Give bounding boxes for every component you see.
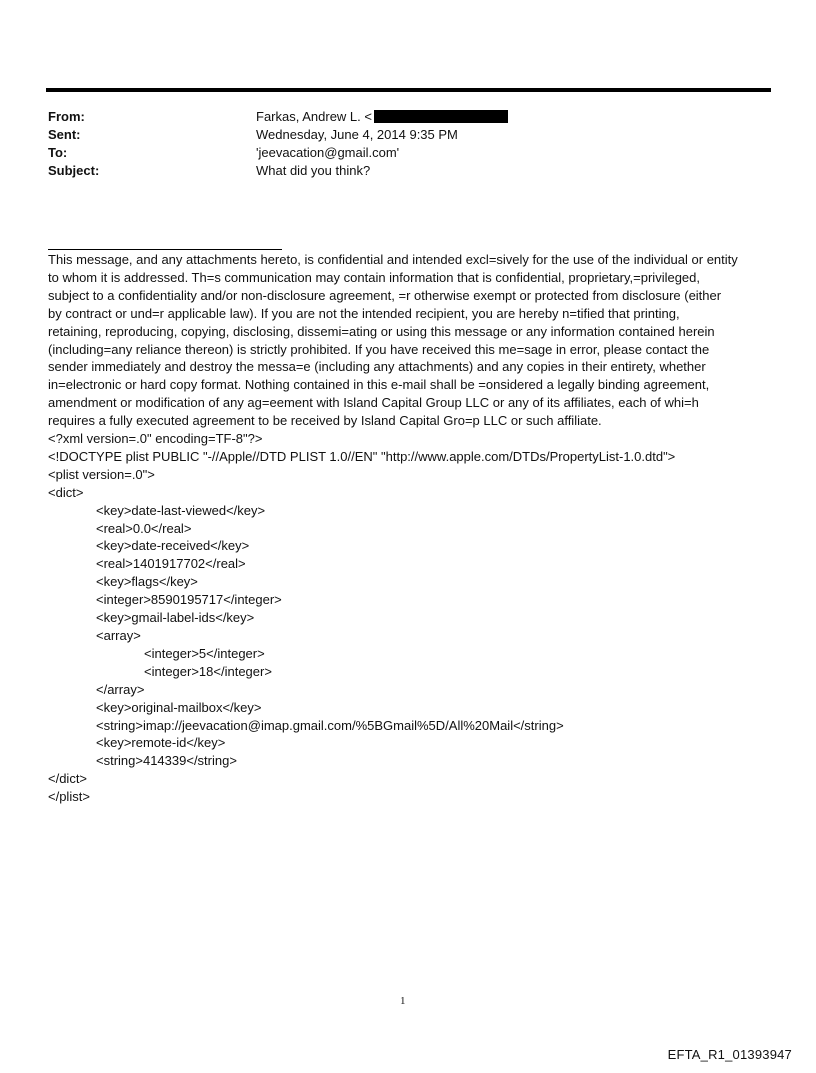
plist-line: <?xml version=.0" encoding=TF-8"?> (48, 431, 263, 446)
signature-rule (48, 249, 282, 250)
to-row (48, 144, 508, 162)
from-row (48, 108, 508, 126)
from-name: Farkas, Andrew L. < (256, 109, 372, 124)
sent-label: Sent: (48, 127, 81, 142)
sent-value: Wednesday, June 4, 2014 9:35 PM (256, 127, 458, 142)
plist-line: <dict> (48, 484, 84, 500)
plist-line: </plist> (48, 789, 90, 805)
plist-line: <string>imap://jeevacation@imap.gmail.com/%5BGmail%5D/All%20Mail</string> (96, 717, 564, 733)
plist-line: <key>remote-id</key> (96, 735, 226, 751)
disclaimer-line: amendment or modification of any ag=eement with Island Capital Group LLC or any of its affiliates, each of whi=h (48, 395, 699, 411)
disclaimer-line: (including=any reliance thereon) is strictly prohibited. If you have received this me=sage in error, please contact the (48, 341, 710, 357)
disclaimer-line: subject to a confidentiality and/or non-disclosure agreement, =r otherwise exempt or protected from disclosure (either (48, 287, 722, 303)
disclaimer-line: This message, and any attachments hereto, is confidential and intended excl=sively for the use of the individual or entity (48, 252, 738, 267)
plist-metadata (48, 430, 675, 806)
page-number: 1 (400, 995, 406, 1007)
plist-line: <real>0.0</real> (96, 520, 192, 536)
plist-line: <key>date-received</key> (96, 538, 250, 554)
plist-line: <key>original-mailbox</key> (96, 699, 262, 715)
sent-row (48, 126, 508, 144)
plist-line: <!DOCTYPE plist PUBLIC "-//Apple//DTD PLIST 1.0//EN" "http://www.apple.com/DTDs/PropertyList-1.0.dtd"> (48, 448, 676, 464)
from-label: From: (48, 109, 85, 124)
plist-line: <real>1401917702</real> (96, 556, 246, 572)
subject-row (48, 162, 508, 180)
email-header (48, 108, 508, 180)
header-rule (46, 88, 771, 92)
confidentiality-disclaimer (48, 251, 778, 430)
subject-label: Subject: (48, 163, 100, 178)
plist-line: <string>414339</string> (96, 753, 237, 769)
plist-line: <key>gmail-label-ids</key> (96, 610, 255, 626)
disclaimer-line: requires a fully executed agreement to be received by Island Capital Gro=p LLC or such affiliate. (48, 413, 602, 429)
redaction-box (374, 110, 508, 123)
disclaimer-line: sender immediately and destroy the messa=e (including any attachments) and any copies in their entirety, whether (48, 359, 706, 375)
disclaimer-line: by contract or und=r applicable law). If you are not the intended recipient, you are hereby n=tified that printing, (48, 305, 680, 321)
plist-line: </dict> (48, 771, 88, 787)
disclaimer-line: to whom it is addressed. Th=s communication may contain information that is confidential, proprietary,=privileged, (48, 269, 701, 285)
to-value: 'jeevacation@gmail.com' (256, 145, 400, 160)
disclaimer-line: in=electronic or hard copy format. Nothing contained in this e-mail shall be =onsidered a legally binding agreement, (48, 377, 710, 393)
from-value (256, 108, 508, 126)
plist-line: <plist version=.0"> (48, 466, 155, 482)
to-label: To: (48, 145, 68, 160)
plist-line: <integer>8590195717</integer> (96, 592, 282, 608)
plist-line: <integer>18</integer> (144, 663, 272, 679)
plist-line: <key>flags</key> (96, 574, 198, 590)
subject-value: What did you think? (256, 163, 371, 178)
plist-line: </array> (96, 681, 145, 697)
bates-number: EFTA_R1_01393947 (667, 1047, 792, 1062)
disclaimer-line: retaining, reproducing, copying, disclosing, dissemi=ating or using this message or any information contained herein (48, 323, 715, 339)
plist-line: <array> (96, 627, 141, 643)
plist-line: <key>date-last-viewed</key> (96, 502, 266, 518)
plist-line: <integer>5</integer> (144, 645, 265, 661)
